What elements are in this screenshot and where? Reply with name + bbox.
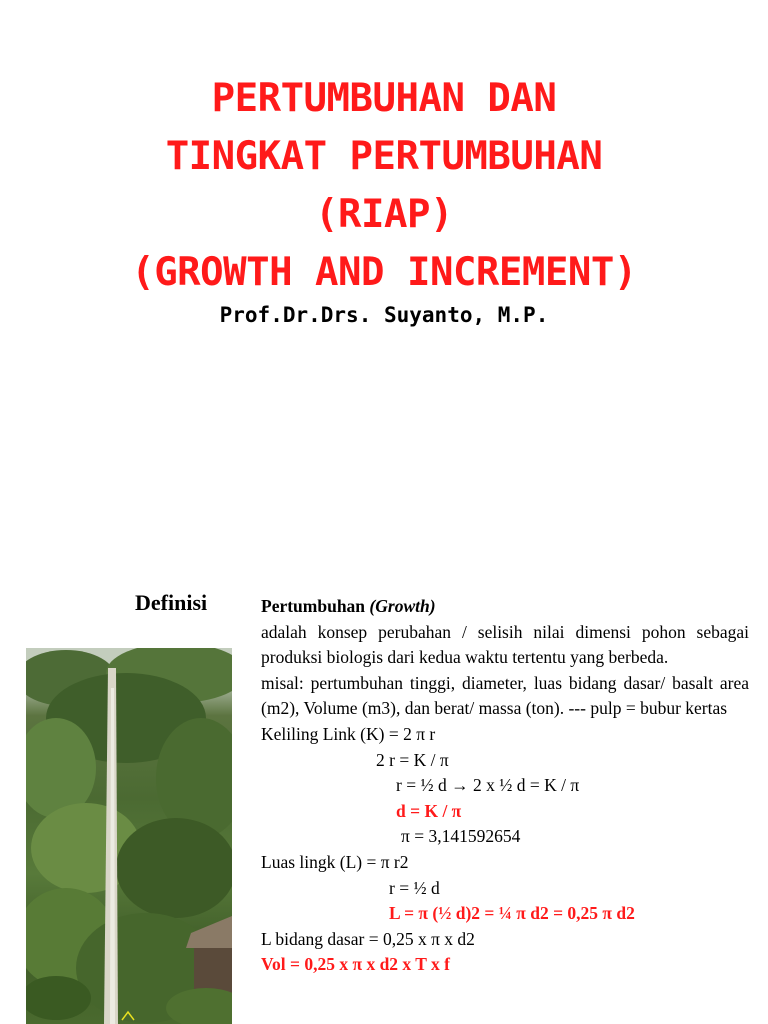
formula-line: π = 3,141592654 (401, 826, 521, 847)
title-line-1: PERTUMBUHAN DAN (211, 76, 557, 121)
title-line-2: TINGKAT PERTUMBUHAN (165, 134, 603, 179)
formula-list (261, 722, 749, 978)
formula-line: Luas lingk (L) = π r2 (261, 851, 409, 872)
formula-line: Vol = 0,25 x π x d2 x T x f (261, 954, 450, 975)
formula-line: L bidang dasar = 0,25 x π x d2 (261, 928, 475, 949)
formula-line: L = π (½ d)2 = ¼ π d2 = 0,25 π d2 (389, 903, 635, 924)
formula-line: 2 r = K / π (376, 749, 449, 770)
definition-content (261, 594, 749, 978)
author-name: Prof.Dr.Drs. Suyanto, M.P. (219, 303, 549, 327)
formula-line: r = ½ d → 2 x ½ d = K / π (396, 775, 580, 796)
title-block (0, 70, 768, 328)
definition-paragraph-1: adalah konsep perubahan / selisih nilai dimensi pohon sebagai produksi biologis dari kedua waktu tertentu yang berbeda. (261, 621, 749, 668)
heading-text: Pertumbuhan (261, 596, 366, 616)
formula-line: r = ½ d (389, 877, 440, 898)
definition-paragraph-2: misal: pertumbuhan tinggi, diameter, luas bidang dasar/ basalt area (m2), Volume (m3), dan berat/ massa (ton). --- pulp = bubur kertas (261, 672, 749, 719)
tree-photo-illustration (26, 648, 232, 1024)
definition-label: Definisi (135, 590, 208, 615)
definition-heading (261, 594, 749, 620)
formula-line: Keliling Link (K) = 2 π r (261, 723, 436, 744)
heading-italic: (Growth) (369, 596, 436, 616)
formula-line: d = K / π (396, 800, 462, 821)
title-line-3: (RIAP) (315, 192, 453, 237)
title-line-4: (GROWTH AND INCREMENT) (131, 250, 637, 295)
tree-photo (26, 648, 232, 1024)
